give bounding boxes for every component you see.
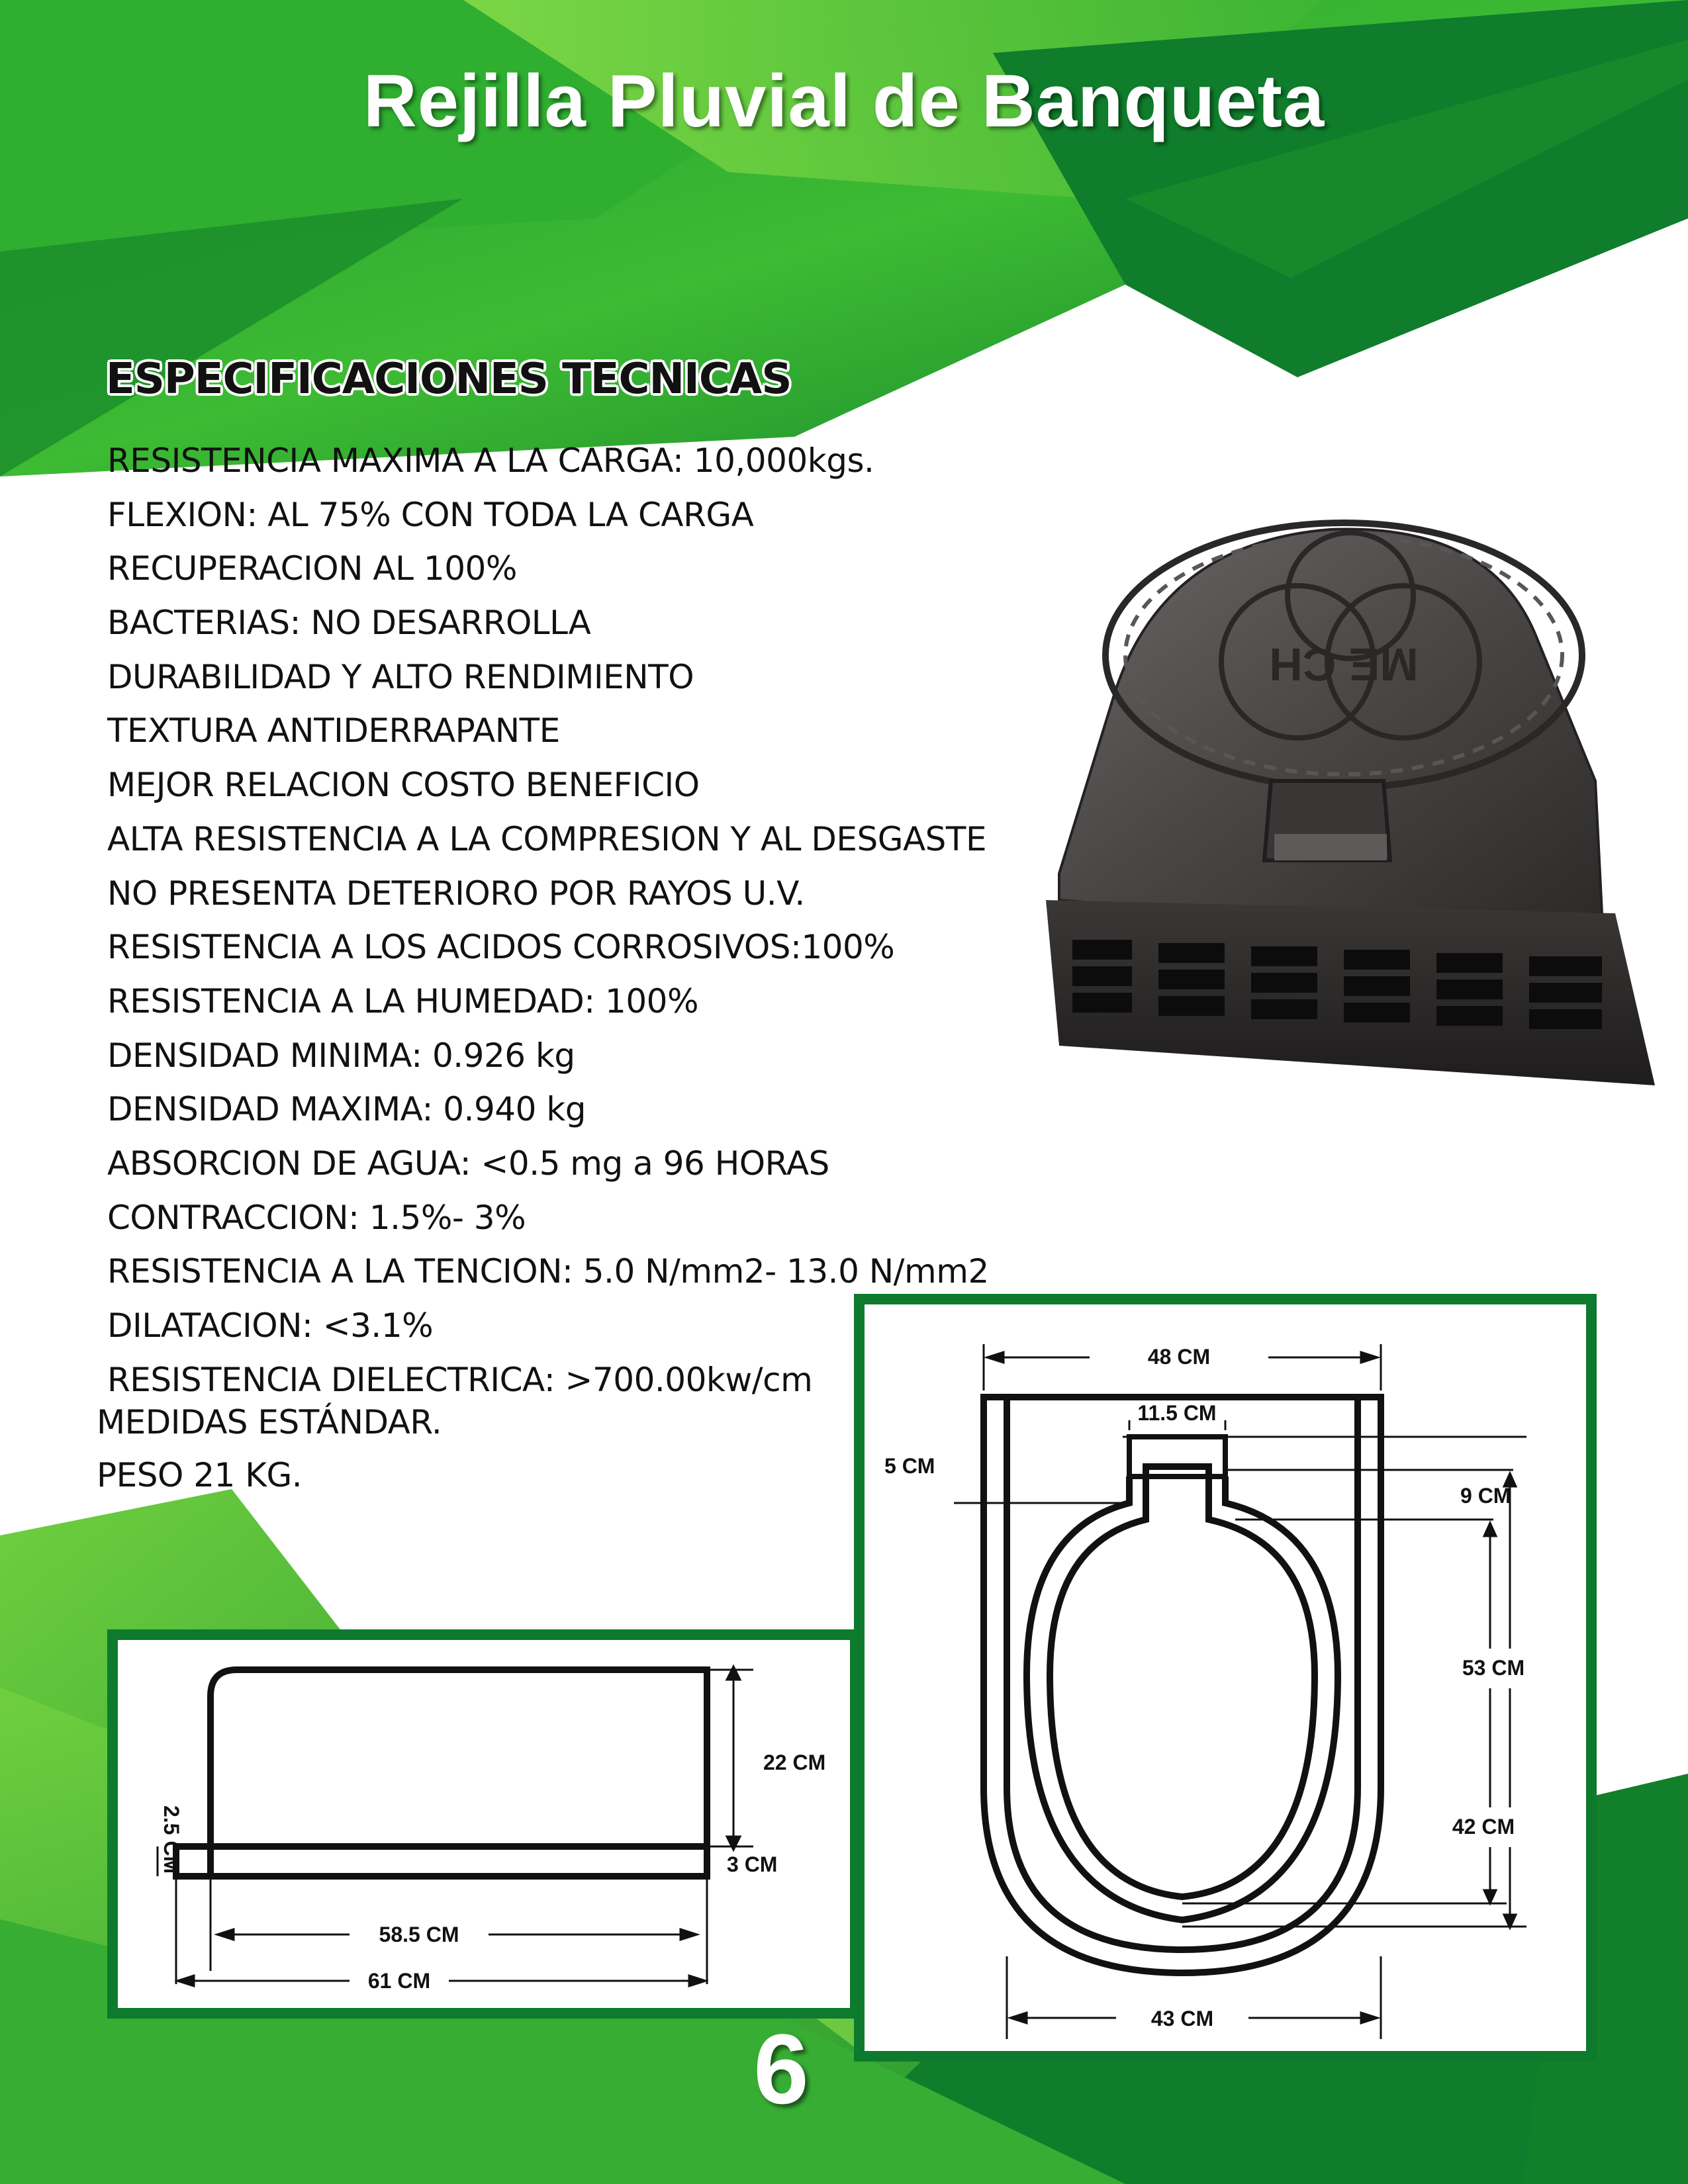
- page-title: Rejilla Pluvial de Banqueta: [363, 60, 1325, 142]
- spec-item: DENSIDAD MAXIMA: 0.940 kg: [107, 1090, 586, 1129]
- top-view-panel: [854, 1294, 1597, 2062]
- weight-note: PESO 21 KG.: [97, 1456, 303, 1494]
- standard-sizes-note: MEDIDAS ESTÁNDAR.: [97, 1403, 442, 1441]
- side-view-panel: [107, 1629, 861, 2019]
- spec-item: DILATACION: <3.1%: [107, 1306, 434, 1345]
- lid-emblem-text: ME CH: [1269, 639, 1419, 690]
- product-photo: [1033, 503, 1662, 1099]
- spec-item: ABSORCION DE AGUA: <0.5 mg a 96 HORAS: [107, 1144, 829, 1183]
- specs-list: [107, 434, 989, 1407]
- spec-item: RECUPERACION AL 100%: [107, 549, 517, 588]
- spec-item: BACTERIAS: NO DESARROLLA: [107, 604, 591, 643]
- spec-item: RESISTENCIA A LA HUMEDAD: 100%: [107, 981, 698, 1021]
- spec-item: DENSIDAD MINIMA: 0.926 kg: [107, 1036, 575, 1075]
- specs-heading: ESPECIFICACIONES TECNICAS: [106, 355, 792, 404]
- dim-base-height: 3 CM: [727, 1852, 778, 1876]
- top-view-drawing: [865, 1304, 1586, 2051]
- spec-item: NO PRESENTA DETERIORO POR RAYOS U.V.: [107, 874, 805, 913]
- spec-item: TEXTURA ANTIDERRAPANTE: [107, 711, 560, 751]
- spec-item: RESISTENCIA A LA TENCION: 5.0 N/mm2- 13.0 N/mm2: [107, 1252, 989, 1291]
- spec-item: MEJOR RELACION COSTO BENEFICIO: [107, 766, 700, 805]
- dim-bottom-width: 43 CM: [1150, 2007, 1214, 2030]
- page-number: 6: [753, 2013, 809, 2124]
- dim-circle-length: 42 CM: [1452, 1815, 1515, 1839]
- dim-top-width: 48 CM: [1147, 1345, 1211, 1369]
- spec-item: ALTA RESISTENCIA A LA COMPRESION Y AL DESGASTE: [107, 819, 987, 858]
- dim-height-main: 22 CM: [763, 1751, 826, 1774]
- spec-item: DURABILIDAD Y ALTO RENDIMIENTO: [107, 657, 694, 696]
- dim-tab-depth: 5 CM: [884, 1454, 935, 1478]
- spec-item: FLEXION: AL 75% CON TODA LA CARGA: [107, 495, 754, 534]
- side-view-drawing: [118, 1640, 850, 2008]
- spec-item: CONTRACCION: 1.5%- 3%: [107, 1198, 526, 1237]
- spec-item: RESISTENCIA MAXIMA A LA CARGA: 10,000kgs.: [107, 441, 874, 480]
- spec-item: RESISTENCIA DIELECTRICA: >700.00kw/cm: [107, 1360, 813, 1399]
- dim-inner-length: 58.5 CM: [379, 1923, 459, 1946]
- dim-total-length: 61 CM: [367, 1969, 431, 1993]
- dim-total-length: 53 CM: [1462, 1656, 1525, 1680]
- dim-height-small: 2.5 CM: [160, 1805, 183, 1874]
- dim-neck: 9 CM: [1460, 1484, 1511, 1508]
- spec-item: RESISTENCIA A LOS ACIDOS CORROSIVOS:100%: [107, 928, 895, 967]
- dim-tab-width: 11.5 CM: [1137, 1401, 1217, 1425]
